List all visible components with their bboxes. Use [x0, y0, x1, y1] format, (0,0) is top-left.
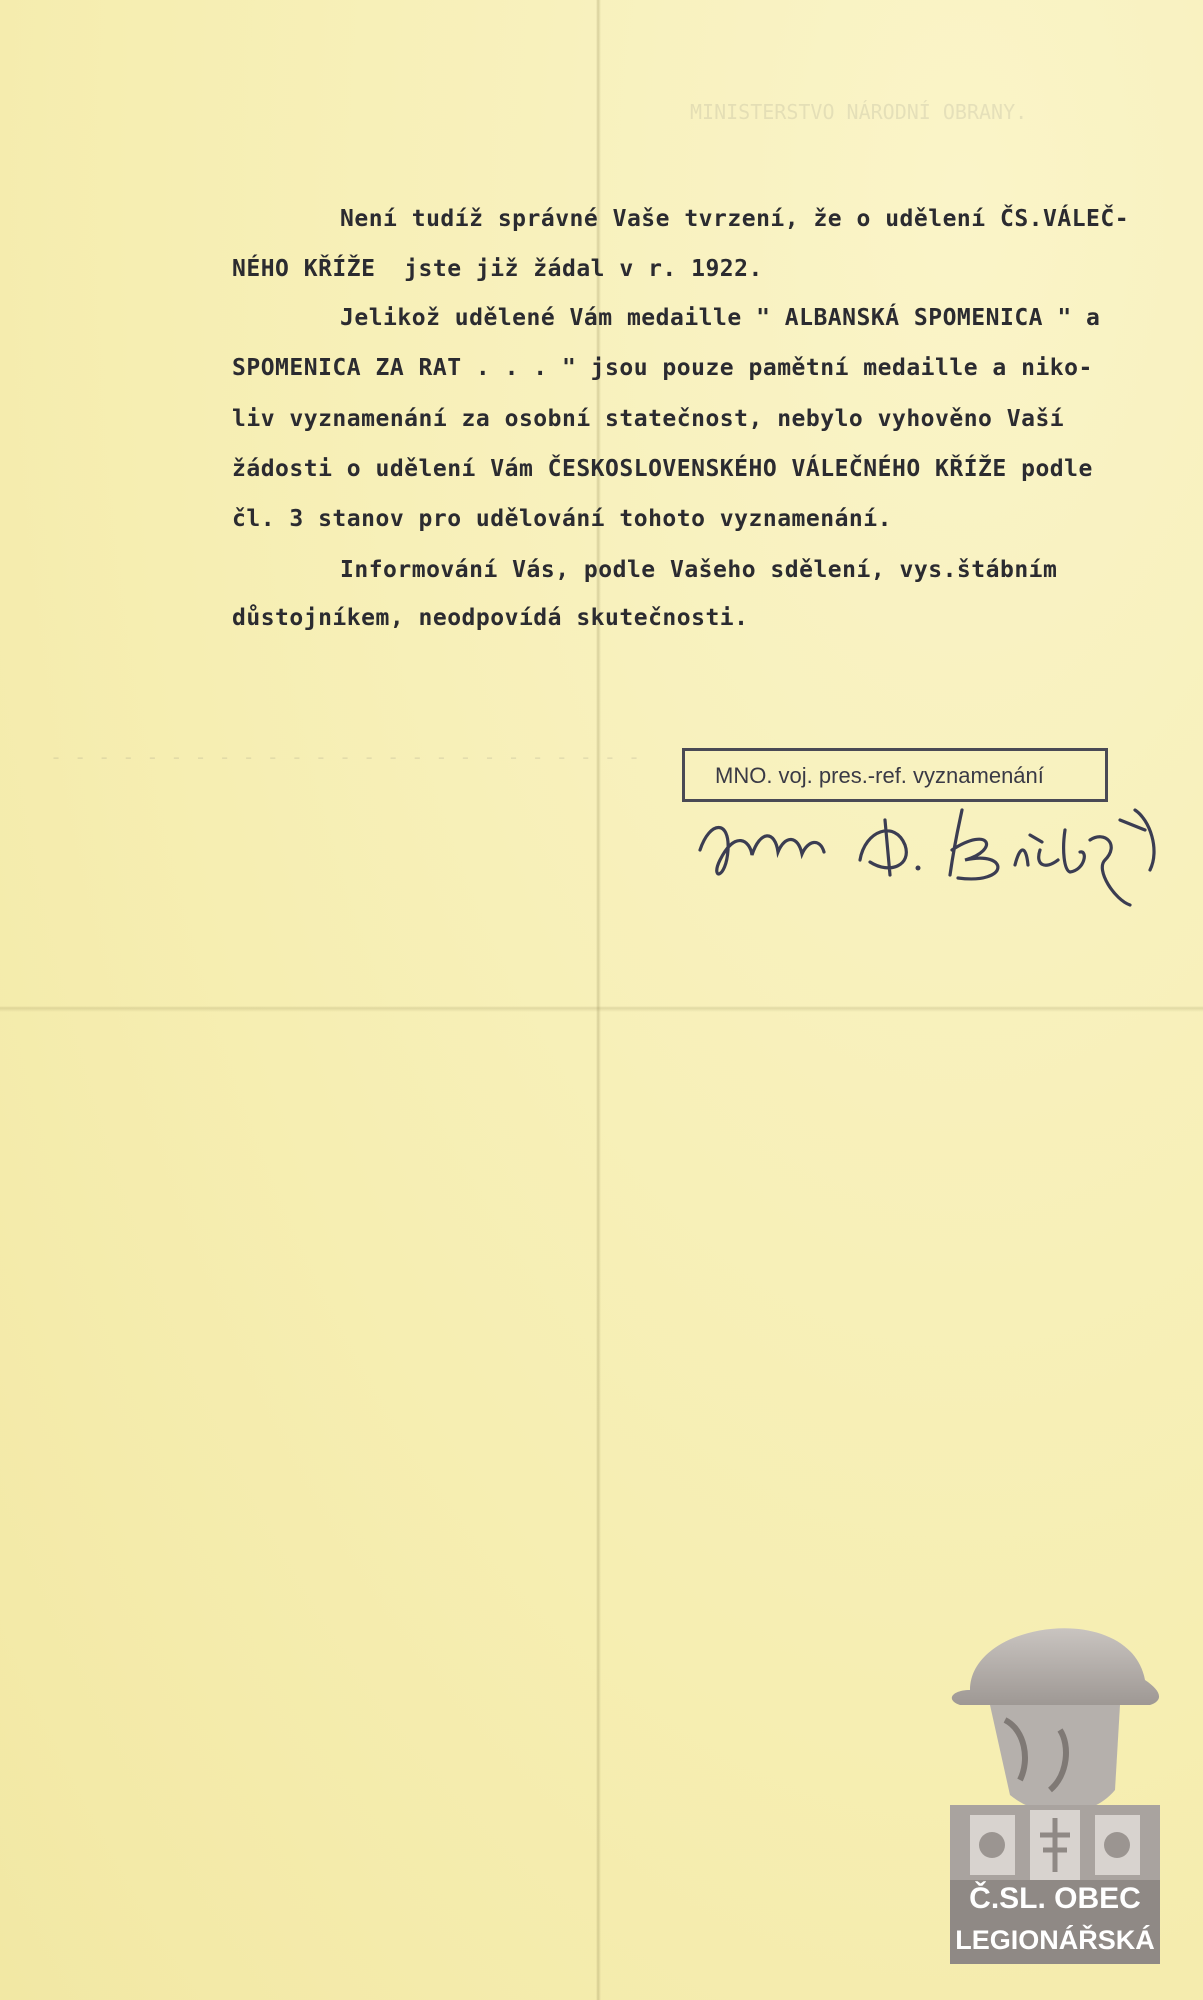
- body-line: NÉHO KŘÍŽE jste již žádal v r. 1922.: [232, 256, 763, 282]
- body-line: Informování Vás, podle Vašeho sdělení, vys.štábním: [340, 557, 1058, 583]
- bleed-through-text: MINISTERSTVO NÁRODNÍ OBRANY.: [690, 100, 1028, 124]
- logo-text-bottom: LEGIONÁŘSKÁ: [955, 1925, 1155, 1955]
- bleed-through-rule: - - - - - - - - - - - - - - - - - - - - - - - - -: [50, 745, 641, 769]
- legion-watermark-logo: [930, 1580, 1180, 1980]
- stamp-text: MNO. voj. pres.-ref. vyznamenání: [715, 763, 1044, 788]
- legionnaire-emblem-icon: [930, 1580, 1180, 1980]
- body-line: liv vyznamenání za osobní statečnost, nebylo vyhověno Vaší: [232, 406, 1065, 432]
- body-line: Jelikož udělené Vám medaille " ALBANSKÁ SPOMENICA " a: [340, 305, 1101, 331]
- body-line: důstojníkem, neodpovídá skutečnosti.: [232, 605, 749, 631]
- handwritten-signature: [690, 790, 1170, 910]
- body-line: Není tudíž správné Vaše tvrzení, že o udělení ČS.VÁLEČ-: [340, 206, 1130, 232]
- body-line: žádosti o udělení Vám ČESKOSLOVENSKÉHO VÁLEČNÉHO KŘÍŽE podle: [232, 456, 1093, 482]
- letter-body: [232, 0, 1152, 631]
- logo-text-top: Č.SL. OBEC: [969, 1882, 1141, 1915]
- body-line: čl. 3 stanov pro udělování tohoto vyznamenání.: [232, 506, 892, 532]
- body-line: SPOMENICA ZA RAT . . . " jsou pouze pamětní medaille a niko-: [232, 355, 1093, 381]
